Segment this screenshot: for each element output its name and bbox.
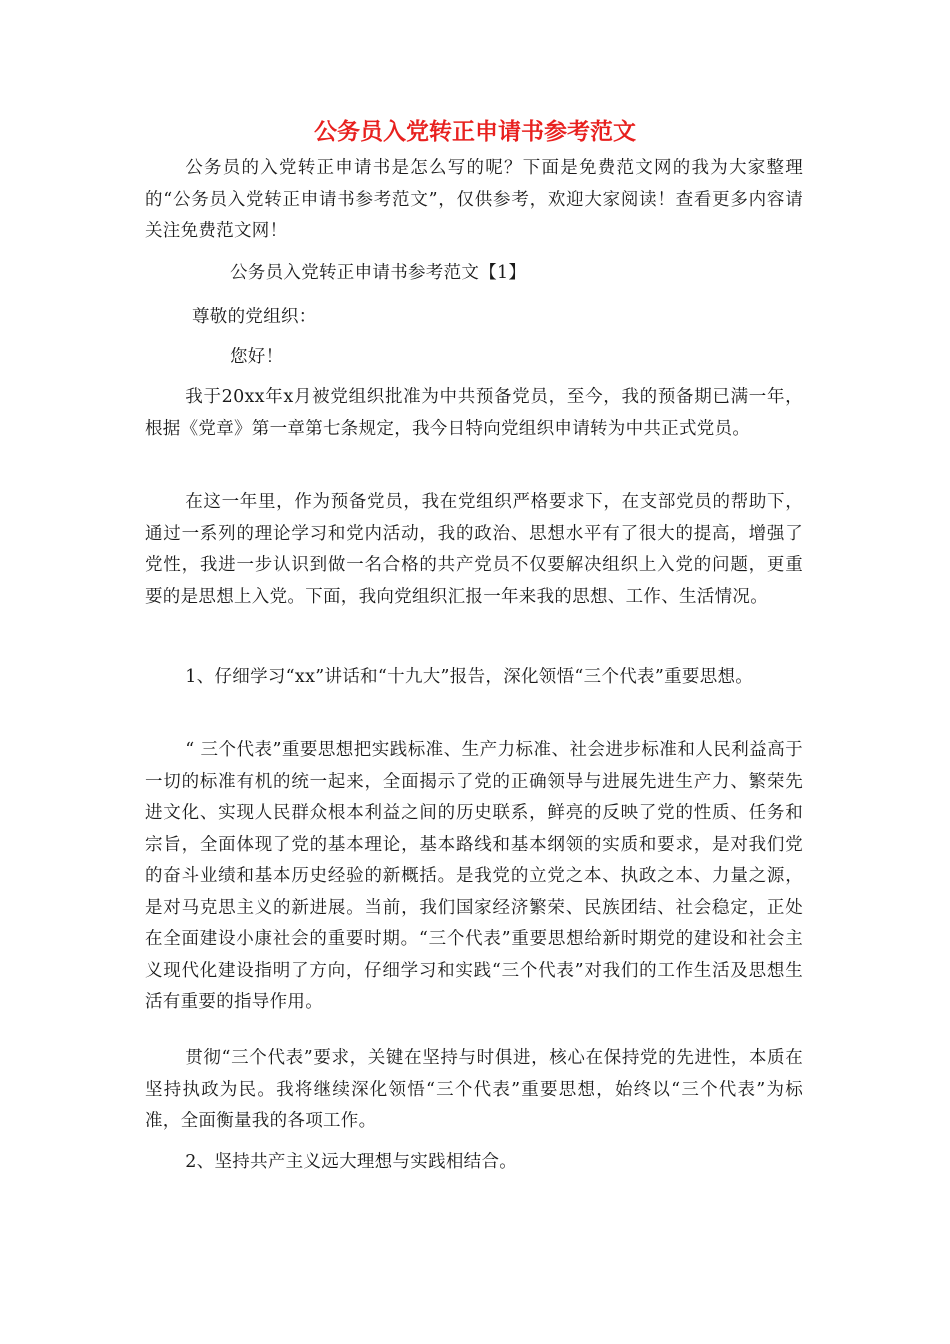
paragraph-three-represents: “ 三个代表”重要思想把实践标准、生产力标准、社会进步标准和人民利益高于一切的标准有机的统一起来，全面揭示了党的正确领导与进展先进生产力、繁荣先进文化、实现人民群众根本利益之间的历史联系，鲜亮的反映了党的性质、任务和宗旨，全面体现了党的基本理论，基本路线和基本纲领的实质和要求，是对我们党的奋斗业绩和基本历史经验的新概括。是我党的立党之本、执政之本、力量之源，是对马克思主义的新进展。当前，我们国家经济繁荣、民族团结、社会稳定，正处在全面建设小康社会的重要时期。“三个代表”重要思想给新时期党的建设和社会主义现代化建设指明了方向，仔细学习和实践“三个代表”对我们的工作生活及思想生活有重要的指导作用。 bbox=[145, 740, 803, 1012]
salutation: 尊敬的党组织： bbox=[192, 307, 317, 327]
paragraph-implementation: 贯彻“三个代表”要求，关键在坚持与时俱进，核心在保持党的先进性，本质在坚持执政为民。我将继续深化领悟“三个代表”重要思想，始终以“三个代表”为标准，全面衡量我的各项工作。 bbox=[145, 1048, 803, 1131]
section-heading: 公务员入党转正申请书参考范文【1】 bbox=[230, 263, 527, 283]
greeting: 您好！ bbox=[230, 347, 284, 367]
intro-paragraph: 公务员的入党转正申请书是怎么写的呢？下面是免费范文网的我为大家整理的“公务员入党转正申请书参考范文”，仅供参考，欢迎大家阅读！查看更多内容请关注免费范文网！ bbox=[145, 158, 803, 241]
document-title: 公务员入党转正申请书参考范文 bbox=[314, 119, 636, 145]
list-item-1: 1、仔细学习“xx”讲话和“十九大”报告，深化领悟“三个代表”重要思想。 bbox=[185, 667, 754, 687]
paragraph-year-review: 在这一年里，作为预备党员，我在党组织严格要求下，在支部党员的帮助下，通过一系列的理论学习和党内活动，我的政治、思想水平有了很大的提高，增强了党性，我进一步认识到做一名合格的共产党员不仅要解决组织上入党的问题，更重要的是思想上入党。下面，我向党组织汇报一年来我的思想、工作、生活情况。 bbox=[145, 492, 803, 607]
paragraph-probation: 我于20xx年x月被党组织批准为中共预备党员，至今，我的预备期已满一年，根据《党章》第一章第七条规定，我今日特向党组织申请转为中共正式党员。 bbox=[145, 387, 803, 439]
list-item-2: 2、坚持共产主义远大理想与实践相结合。 bbox=[185, 1152, 518, 1172]
